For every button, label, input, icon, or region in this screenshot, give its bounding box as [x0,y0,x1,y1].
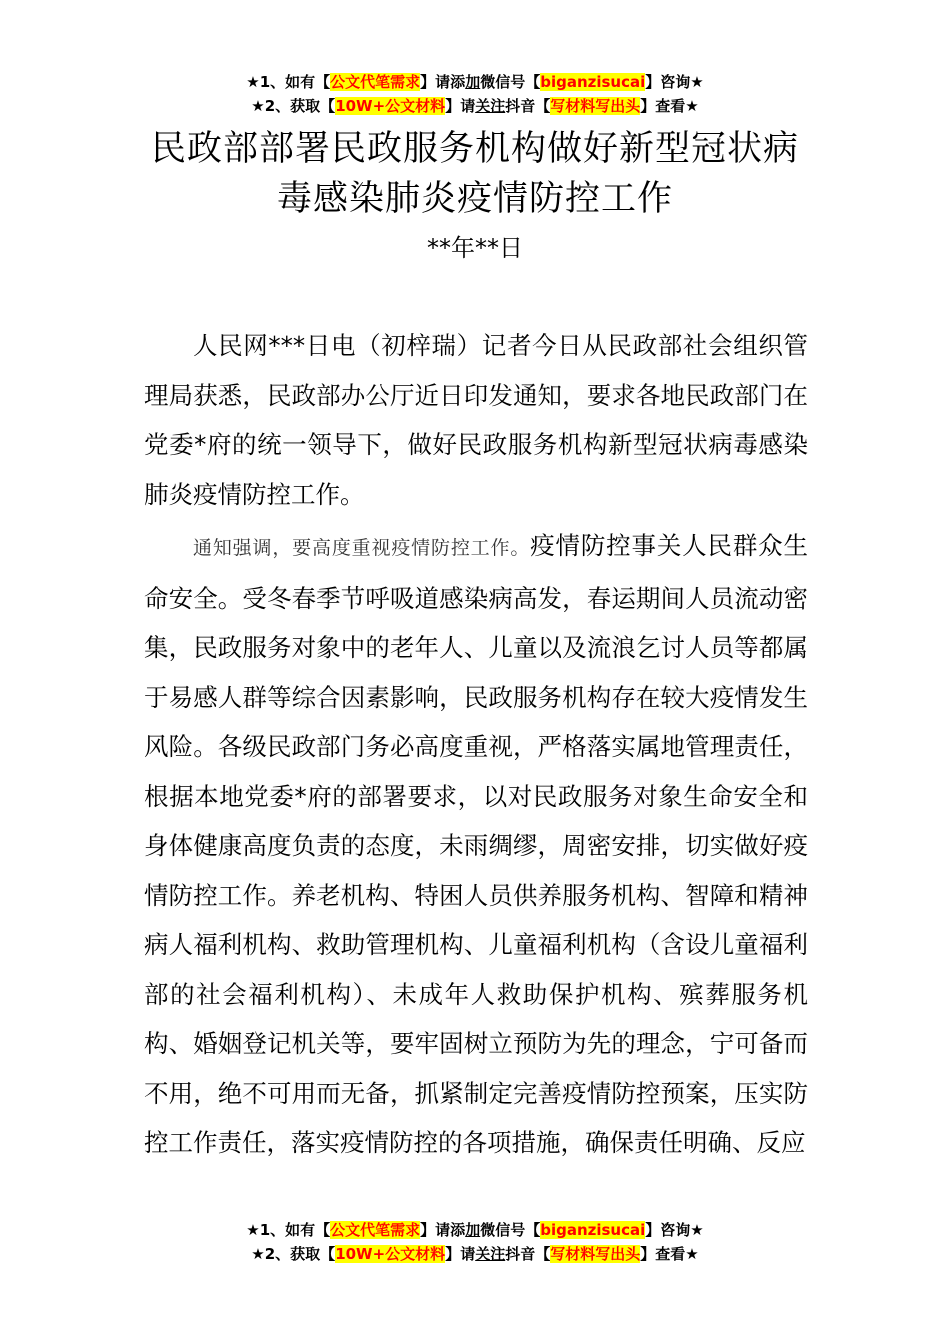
promo-text: ★1、如有【 [246,73,331,91]
promo-text: 】查看★ [640,1245,699,1263]
promo-line-2 [0,1242,950,1266]
promo-text: 】请 [445,97,476,115]
title-line-2: 毒感染肺炎疫情防控工作 [276,179,673,219]
promo-highlight: 10W+公文材料 [335,97,446,115]
footer-promo-banner [0,1218,950,1266]
promo-highlight: 公文代笔需求 [330,73,421,91]
promo-text: 】请添 [420,73,466,91]
promo-line-1 [0,1218,950,1242]
promo-text: 抖音【 [505,1245,551,1263]
promo-text: 】请 [445,1245,476,1263]
promo-text: 】查看★ [640,97,699,115]
header-promo-banner [0,70,950,118]
promo-underline: 关注 [475,97,506,115]
promo-highlight-wechat: biganzisucai [540,73,646,91]
promo-text: 】咨询★ [645,1221,704,1239]
promo-line-1 [0,70,950,94]
promo-underline: 加 [465,1221,481,1239]
promo-text: ★2、获取【 [251,1245,336,1263]
promo-text: ★1、如有【 [246,1221,331,1239]
paragraph-1: 人民网***日电（初梓瑞）记者今日从民政部社会组织管理局获悉，民政部办公厅近日印发通知，要求各地民政部门在党委*府的统一领导下，做好民政服务机构新型冠状病毒感染肺炎疫情防控工作。 [144,331,808,509]
promo-line-2 [0,94,950,118]
promo-text: 抖音【 [505,97,551,115]
promo-highlight: 10W+公文材料 [335,1245,446,1263]
promo-highlight-douyin: 写材料写出头 [550,1245,641,1263]
title-line-1: 民政部部署民政服务机构做好新型冠状病 [150,129,799,169]
paragraph-2-body: 疫情防控事关人民群众生命安全。受冬春季节呼吸道感染病高发，春运期间人员流动密集，民政服务对象中的老年人、儿童以及流浪乞讨人员等都属于易感人群等综合因素影响，民政服务机构存在较大疫情发生风险。各级民政部门务必高度重视，严格落实属地管理责任，根据本地党委*府的部署要求，以对民政服务对象生命安全和身体健康高度负责的态度，未雨绸缪，周密安排，切实做好疫情防控工作。养老机构、特困人员供养服务机构、智障和精神病人福利机构、救助管理机构、儿童福利机构（含设儿童福利部的社会福利机构）、未成年人救助保护机构、殡葬服务机构、婚姻登记机关等，要牢固树立预防为先的理念，宁可备而不用，绝不可用而无备，抓紧制定完善疫情防控预案，压实防控工作责任，落实疫情防控的各项措施，确保责任明确、反应 [144,531,808,1157]
paragraph-2-lead: 通知强调，要高度重视疫情防控工作。 [193,537,531,559]
promo-text: 微信号【 [480,73,541,91]
promo-highlight: 公文代笔需求 [330,1221,421,1239]
document-body [144,321,808,1170]
promo-text: ★2、获取【 [251,97,336,115]
promo-underline: 加 [465,73,481,91]
promo-text: 】咨询★ [645,73,704,91]
promo-underline: 关注 [475,1245,506,1263]
promo-text: 微信号【 [480,1221,541,1239]
promo-highlight-douyin: 写材料写出头 [550,97,641,115]
document-title [0,124,950,224]
document-date: **年**日 [427,234,523,262]
promo-highlight-wechat: biganzisucai [540,1221,646,1239]
promo-text: 】请添 [420,1221,466,1239]
paragraph-2 [144,521,808,1168]
